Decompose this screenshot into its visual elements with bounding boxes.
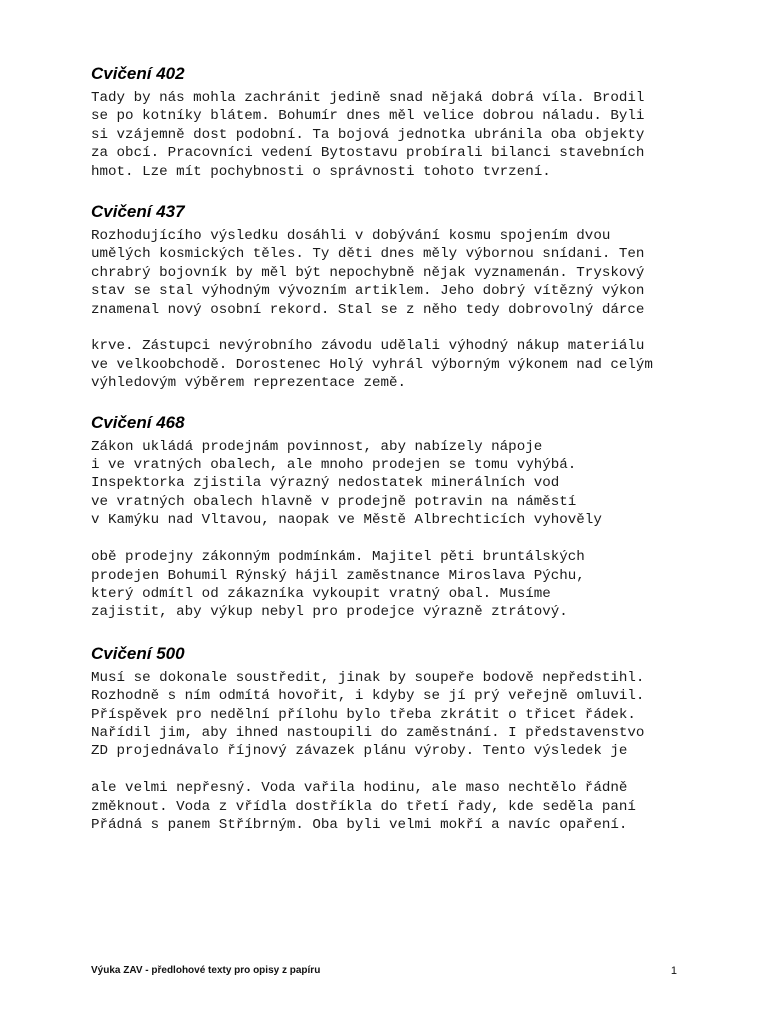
exercise-paragraph: Zákon ukládá prodejnám povinnost, aby nabízely nápoje i ve vratných obalech, ale mnoho prodejen se tomu vyhýbá. Inspektorka zjistila výrazný nedostatek minerálních vod ve vratných obalech hlavně v prodejně potravin na náměstí v Kamýku nad Vltavou, naopak ve Městě Albrechticích vyhověly xyxy=(91,438,602,529)
exercise-paragraph: Rozhodujícího výsledku dosáhli v dobývání kosmu spojením dvou umělých kosmických těles. Ty děti dnes měly výbornou snídani. Ten chrabrý bojovník by měl být nepochybně nějak vyznamenán. Tryskový stav se stal výhodným vývozním artiklem. Jeho dobrý vítězný výkon znamenal nový osobní rekord. Stal se z něho tedy dobrovolný dárce xyxy=(91,228,645,318)
exercise-500 xyxy=(91,644,731,835)
exercise-437 xyxy=(91,202,731,393)
exercise-title: Cvičení 500 xyxy=(91,643,185,663)
exercise-paragraph: Musí se dokonale soustředit, jinak by soupeře bodově nepředstihl. Rozhodně s ním odmítá hovořit, i kdyby se jí prý veřejně omluvil. Příspěvek pro nedělní přílohu bylo třeba zkrátit o třicet řádek. Nařídil jim, aby ihned nastoupili do zaměstnání. I představenstvo ZD projednávalo říjnový závazek plánu výroby. Tento výsledek je xyxy=(91,669,645,760)
page-number: 1 xyxy=(670,965,677,977)
exercise-title: Cvičení 437 xyxy=(91,202,185,222)
document-page xyxy=(91,64,731,834)
exercise-paragraph: obě prodejny zákonným podmínkám. Majitel pěti bruntálských prodejen Bohumil Rýnský hájil zaměstnance Miroslava Pýchu, který odmítl od zákazníka vykoupit vratný obal. Musíme zajistit, aby výkup nebyl pro prodejce výrazně ztrátový. xyxy=(91,549,585,621)
exercise-468 xyxy=(91,413,731,622)
exercise-paragraph: krve. Zástupci nevýrobního závodu udělali výhodný nákup materiálu ve velkoobchodě. Dorostenec Holý vyhrál výborným výkonem nad celým výhledovým výběrem reprezentace země. xyxy=(91,338,653,392)
exercise-402 xyxy=(91,64,731,181)
footer-text: Výuka ZAV - předlohové texty pro opisy z papíru xyxy=(91,965,321,976)
exercise-title: Cvičení 402 xyxy=(91,64,185,83)
exercise-paragraph: Tady by nás mohla zachránit jedině snad nějaká dobrá víla. Brodil se po kotníky blátem. Bohumír dnes měl velice dobrou náladu. Byli si vzájemně dost podobní. Ta bojová jednotka ubránila oba objekty za obcí. Pracovníci vedení Bytostavu probírali bilanci stavebních hmot. Lze mít pochybnosti o správnosti tohoto tvrzení. xyxy=(91,90,645,180)
exercise-paragraph: ale velmi nepřesný. Voda vařila hodinu, ale maso nechtělo řádně změknout. Voda z vřídla dostříkla do třetí řady, kde seděla paní Přádná s panem Stříbrným. Oba byli velmi mokří a navíc opaření. xyxy=(91,780,636,833)
exercise-title: Cvičení 468 xyxy=(91,412,185,432)
